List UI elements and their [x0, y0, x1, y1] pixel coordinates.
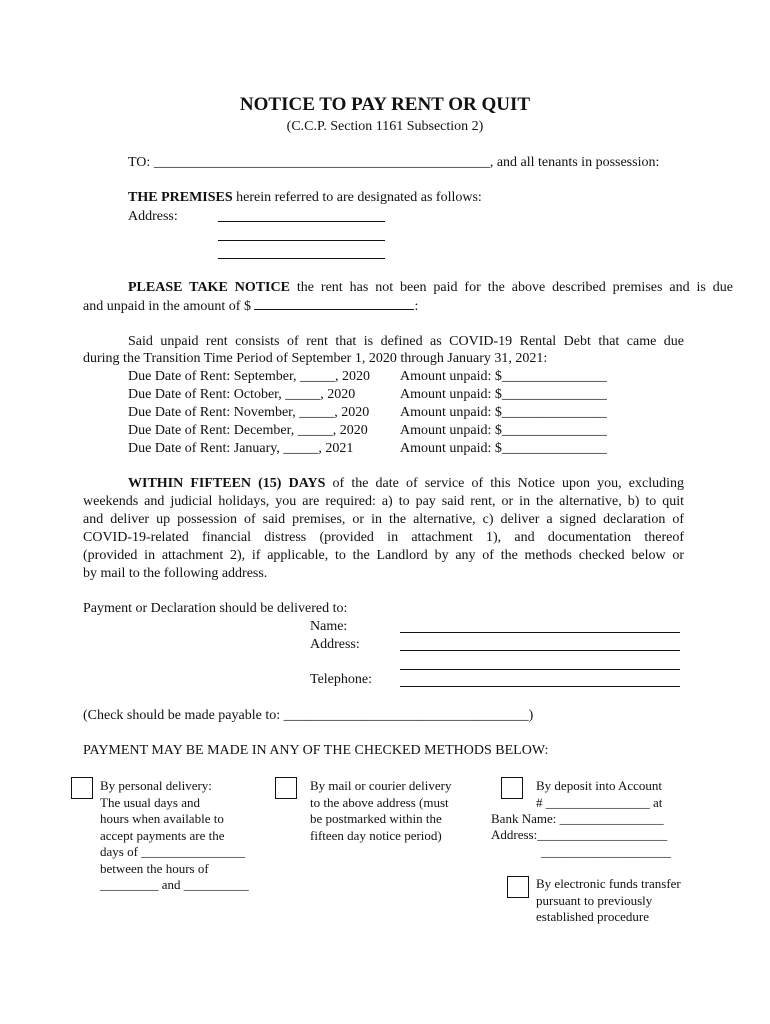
payable-label: (Check should be made payable to:	[83, 708, 284, 723]
deposit-line: # ________________ at	[536, 794, 663, 810]
covid-line-2: during the Transition Time Period of September 1, 2020 through January 31, 2021:	[83, 351, 548, 366]
notice-bold: PLEASE TAKE NOTICE	[128, 280, 290, 295]
payable-line	[83, 707, 533, 725]
due-row-december: Due Date of Rent: December, _____, 2020	[128, 423, 368, 438]
due-row-november: Due Date of Rent: November, _____, 2020	[128, 405, 370, 420]
amount-row-september: Amount unpaid: $_______________	[400, 369, 607, 384]
personal-delivery-checkbox[interactable]	[71, 777, 93, 799]
amount-row-december: Amount unpaid: $_______________	[400, 423, 607, 438]
notice-line-2	[83, 297, 418, 316]
deposit-text	[536, 778, 662, 811]
payable-end: )	[528, 708, 534, 723]
within-line-2: weekends and judicial holidays, you are required: a) to pay said rent, or in the alternative, b) to quit	[83, 494, 684, 509]
delivery-telephone-label: Telephone:	[310, 672, 372, 687]
personal-line: days of ________________	[100, 844, 246, 859]
premises-address-label: Address:	[128, 209, 178, 224]
delivery-address-label: Address:	[310, 637, 360, 652]
premises-lead	[128, 189, 482, 207]
payable-blank[interactable]: ___________________________________	[283, 708, 529, 723]
bank-address-line: Address:____________________	[491, 827, 668, 842]
delivery-address-line-2[interactable]	[400, 669, 680, 670]
premises-address-line-2[interactable]	[218, 240, 385, 241]
due-row-october: Due Date of Rent: October, _____, 2020	[128, 387, 356, 402]
eft-line: established procedure	[536, 909, 649, 924]
delivery-telephone-line[interactable]	[400, 686, 680, 687]
due-row-january: Due Date of Rent: January, _____, 2021	[128, 441, 354, 456]
deposit-line: By deposit into Account	[536, 778, 663, 793]
within-line-3: and deliver up possession of said premises, or in the alternative, c) deliver a signed declaration of	[83, 512, 684, 527]
delivery-heading: Payment or Declaration should be delivered to:	[83, 601, 348, 616]
delivery-name-line[interactable]	[400, 632, 680, 633]
personal-line: accept payments are the	[100, 827, 225, 843]
notice-line-1	[128, 279, 733, 297]
within-line-5: (provided in attachment 2), if applicable, to the Landlord by any of the methods checked below or	[83, 548, 684, 563]
page-title: NOTICE TO PAY RENT OR QUIT	[239, 94, 531, 115]
mail-line: to the above address (must	[310, 794, 449, 810]
to-suffix: , and all tenants in possession:	[489, 155, 660, 170]
premises-address-line-1[interactable]	[218, 221, 385, 222]
eft-text	[536, 876, 681, 926]
amount-row-november: Amount unpaid: $_______________	[400, 405, 607, 420]
to-blank[interactable]: ________________________________________________	[153, 155, 490, 170]
within-rest: of the date of service of this Notice upon you, excluding	[325, 476, 684, 491]
within-line-6: by mail to the following address.	[83, 566, 268, 581]
personal-delivery-text	[100, 778, 249, 894]
covid-line-1: Said unpaid rent consists of rent that is defined as COVID-19 Rental Debt that came due	[128, 334, 684, 349]
notice-amount-end: :	[414, 299, 419, 314]
notice-rest: the rent has not been paid for the above described premises and is due	[289, 280, 733, 295]
notice-amount-blank[interactable]	[254, 297, 414, 310]
bank-address-line-2: ____________________	[541, 844, 671, 859]
bank-name-line: Bank Name: ________________	[491, 811, 664, 826]
personal-line: By personal delivery:	[100, 778, 212, 793]
due-row-september: Due Date of Rent: September, _____, 2020	[128, 369, 371, 384]
mail-delivery-text	[310, 778, 452, 844]
premises-bold: THE PREMISES	[128, 190, 233, 205]
personal-line: _________ and __________	[100, 877, 249, 892]
mail-delivery-checkbox[interactable]	[275, 777, 297, 799]
personal-line: between the hours of	[100, 860, 209, 876]
premises-rest: herein referred to are designated as follows:	[232, 190, 482, 205]
notice-amount-label: and unpaid in the amount of $	[83, 299, 255, 314]
amount-row-october: Amount unpaid: $_______________	[400, 387, 607, 402]
within-line-4: COVID-19-related financial distress (provided in attachment 1), and documentation thereof	[83, 530, 684, 545]
within-line-1	[128, 475, 684, 493]
to-line	[128, 154, 659, 172]
delivery-address-line-1[interactable]	[400, 650, 680, 651]
premises-address-line-3[interactable]	[218, 258, 385, 259]
eft-line: By electronic funds transfer	[536, 876, 681, 891]
eft-line: pursuant to previously	[536, 892, 653, 908]
methods-heading: PAYMENT MAY BE MADE IN ANY OF THE CHECKED METHODS BELOW:	[83, 743, 549, 758]
eft-checkbox[interactable]	[507, 876, 529, 898]
personal-line: The usual days and	[100, 794, 201, 810]
mail-line: fifteen day notice period)	[310, 827, 442, 843]
mail-line: By mail or courier delivery	[310, 778, 452, 793]
within-bold: WITHIN FIFTEEN (15) DAYS	[128, 476, 326, 491]
page-subtitle: (C.C.P. Section 1161 Subsection 2)	[286, 119, 484, 134]
deposit-checkbox[interactable]	[501, 777, 523, 799]
to-label: TO:	[128, 155, 151, 170]
mail-line: be postmarked within the	[310, 811, 442, 826]
amount-row-january: Amount unpaid: $_______________	[400, 441, 607, 456]
delivery-name-label: Name:	[310, 619, 348, 634]
personal-line: hours when available to	[100, 811, 224, 826]
